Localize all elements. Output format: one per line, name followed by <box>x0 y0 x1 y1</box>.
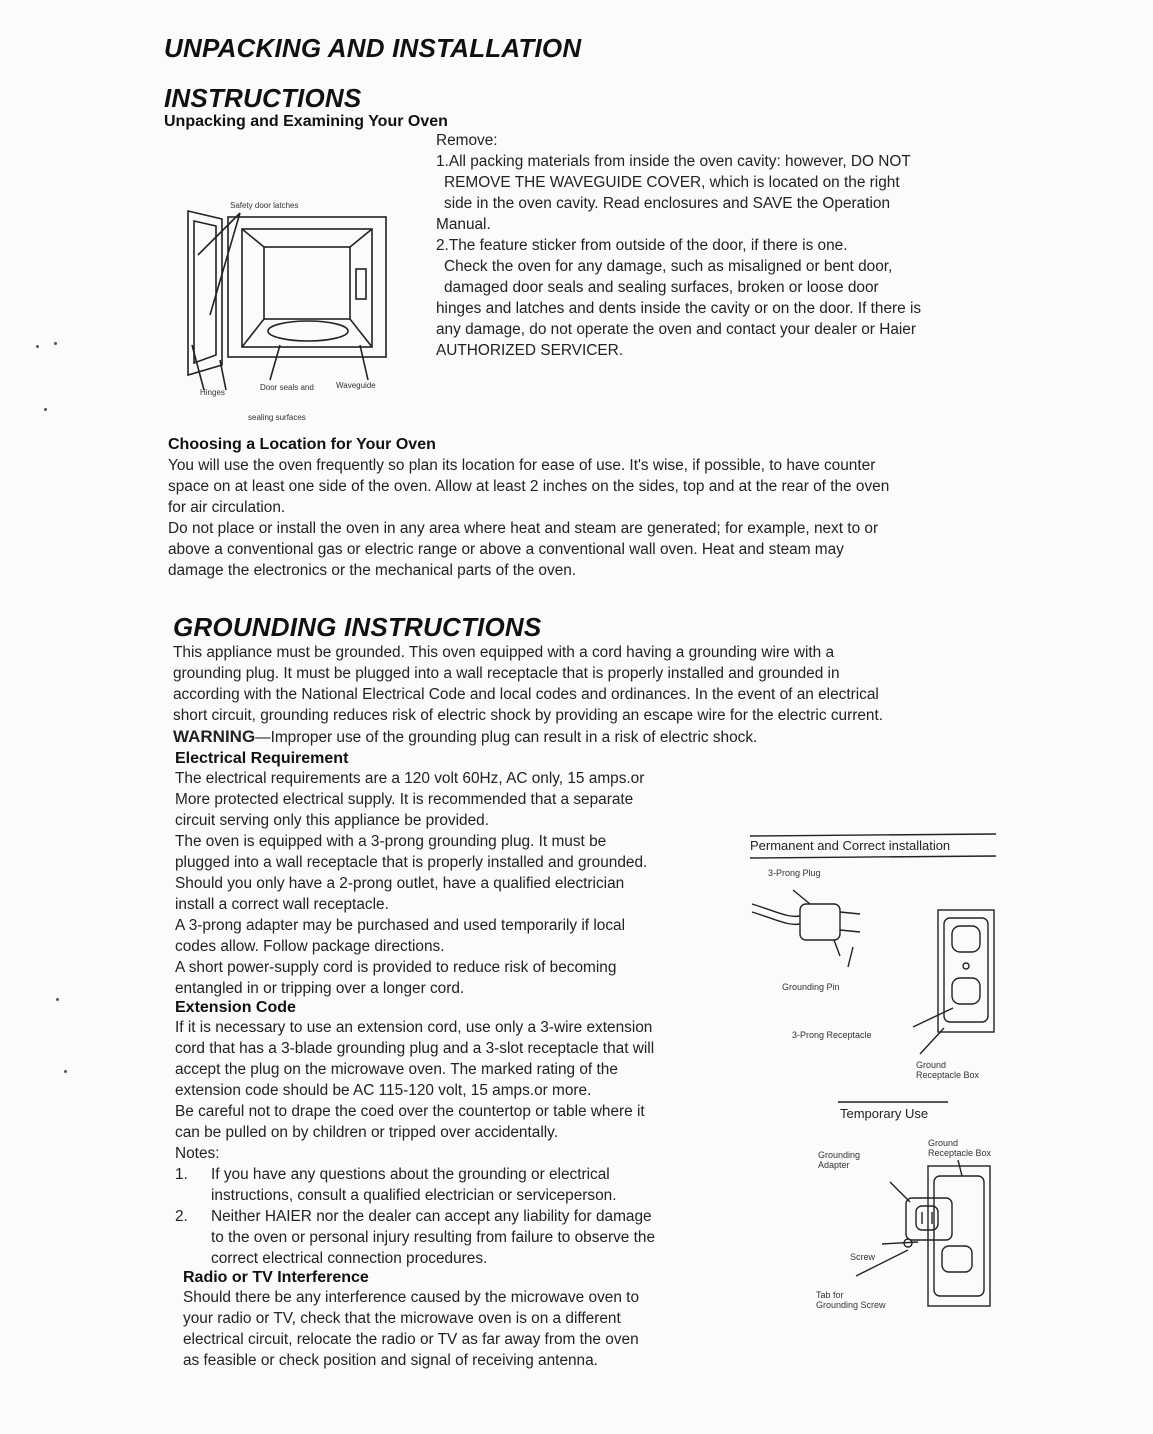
intro-line: grounding plug. It must be plugged into a wall receptacle that is properly installed and grounded in <box>173 665 840 682</box>
location-text <box>168 455 998 581</box>
remove-item1-line: REMOVE THE WAVEGUIDE COVER, which is located on the right <box>444 174 900 191</box>
note-line: to the oven or personal injury resulting from failure to observe the <box>211 1229 655 1246</box>
label-safety-latches: Safety door latches <box>230 201 299 210</box>
location-line: for air circulation. <box>168 499 286 516</box>
elec-line: entangled in or tripping over a longer cord. <box>175 980 465 997</box>
scan-speck <box>56 998 59 1001</box>
grounding-adapter <box>906 1198 952 1240</box>
turntable <box>268 321 348 341</box>
label-hinges: Hinges <box>200 388 225 397</box>
section-title-instructions: INSTRUCTIONS <box>164 83 362 113</box>
oven-diagram <box>180 195 410 425</box>
label-ground-receptacle-box: Ground Receptacle Box <box>916 1060 980 1080</box>
location-line: You will use the oven frequently so plan its location for ease of use. It's wise, if possible, to have counter <box>168 457 876 474</box>
temporary-receptacle-box <box>928 1166 990 1306</box>
check-line: hinges and latches and dents inside the cavity or on the door. If there is <box>436 300 922 317</box>
receptacle-box <box>938 910 994 1032</box>
remove-label: Remove: <box>436 132 498 149</box>
notes-label: Notes: <box>175 1145 220 1162</box>
remove-instructions <box>436 130 996 361</box>
label-ground-receptacle-box-temp: Ground Receptacle Box <box>928 1138 992 1158</box>
radio-line: as feasible or check position and signal of receiving antenna. <box>183 1352 598 1369</box>
note-line: correct electrical connection procedures. <box>211 1250 488 1267</box>
remove-item1-line: Manual. <box>436 216 491 233</box>
ext-line: extension code should be AC 115-120 volt, 15 amps.or more. <box>175 1082 592 1099</box>
outlet-top <box>952 926 980 952</box>
elec-line: Should you only have a 2-prong outlet, have a qualified electrician <box>175 875 625 892</box>
elec-line: More protected electrical supply. It is recommended that a separate <box>175 791 634 808</box>
label-three-prong-plug: 3-Prong Plug <box>768 868 821 878</box>
note-item <box>175 1164 735 1206</box>
label-waveguide: Waveguide <box>336 381 376 390</box>
elec-line: circuit serving only this appliance be provided. <box>175 812 489 829</box>
radio-line: electrical circuit, relocate the radio or TV as far away from the oven <box>183 1331 639 1348</box>
elec-line: install a correct wall receptacle. <box>175 896 389 913</box>
remove-item2: 2.The feature sticker from outside of the door, if there is one. <box>436 237 848 254</box>
warning-line <box>173 726 998 748</box>
extension-text <box>175 1017 735 1269</box>
location-line: Do not place or install the oven in any area where heat and steam are generated; for example, next to or <box>168 520 879 537</box>
check-line: Check the oven for any damage, such as misaligned or bent door, <box>444 258 893 275</box>
label-three-prong-receptacle: 3-Prong Receptacle <box>792 1030 872 1040</box>
check-line: AUTHORIZED SERVICER. <box>436 342 623 359</box>
waveguide-cover <box>356 269 366 299</box>
label-sealing-surfaces: sealing surfaces <box>248 413 306 422</box>
extension-heading: Extension Code <box>175 999 296 1016</box>
scan-speck <box>54 342 57 345</box>
note-line: instructions, consult a qualified electrician or serviceperson. <box>211 1187 617 1204</box>
note-number: 2. <box>175 1208 188 1225</box>
label-door-seals: Door seals and <box>260 383 314 392</box>
ext-line: cord that has a 3-blade grounding plug and a 3-slot receptacle that will <box>175 1040 655 1057</box>
radio-line: Should there be any interference caused by the microwave oven to <box>183 1289 640 1306</box>
radio-text <box>183 1287 735 1371</box>
grounding-intro <box>173 642 998 748</box>
scan-speck <box>64 1070 67 1073</box>
electrical-heading: Electrical Requirement <box>175 750 349 767</box>
warning-label: WARNING <box>173 727 256 746</box>
label-grounding-pin: Grounding Pin <box>782 982 840 992</box>
scan-speck <box>44 408 47 411</box>
elec-line: A 3-prong adapter may be purchased and used temporarily if local <box>175 917 626 934</box>
section-title-grounding: GROUNDING INSTRUCTIONS <box>173 612 542 642</box>
scan-speck <box>36 345 39 348</box>
grounding-diagram <box>748 832 998 1312</box>
grounding-pin <box>834 940 840 956</box>
electrical-text <box>175 768 735 999</box>
radio-heading: Radio or TV Interference <box>183 1269 369 1286</box>
check-line: damaged door seals and sealing surfaces, broken or loose door <box>444 279 879 296</box>
grounding-details <box>175 750 735 1371</box>
note-line: If you have any questions about the grounding or electrical <box>211 1166 610 1183</box>
elec-line: The electrical requirements are a 120 volt 60Hz, AC only, 15 amps.or <box>175 770 645 787</box>
remove-item1-line: side in the oven cavity. Read enclosures and SAVE the Operation <box>444 195 891 212</box>
three-prong-plug <box>800 904 840 940</box>
elec-line: A short power-supply cord is provided to reduce risk of becoming <box>175 959 617 976</box>
examine-heading: Unpacking and Examining Your Oven <box>164 113 448 130</box>
warning-text: —Improper use of the grounding plug can result in a risk of electric shock. <box>255 729 758 746</box>
note-number: 1. <box>175 1166 188 1183</box>
ext-line: can be pulled on by children or tripped over accidentally. <box>175 1124 558 1141</box>
ext-line: accept the plug on the microwave oven. The marked rating of the <box>175 1061 618 1078</box>
permanent-title: Permanent and Correct installation <box>750 838 951 853</box>
label-grounding-adapter: Grounding Adapter <box>818 1150 861 1170</box>
elec-line: codes allow. Follow package directions. <box>175 938 445 955</box>
remove-item1-line: 1.All packing materials from inside the oven cavity: however, DO NOT <box>436 153 911 170</box>
location-line: damage the electronics or the mechanical parts of the oven. <box>168 562 577 579</box>
elec-line: The oven is equipped with a 3-prong grounding plug. It must be <box>175 833 607 850</box>
temporary-title: Temporary Use <box>840 1106 929 1121</box>
outlet-bottom <box>952 978 980 1004</box>
ext-line: If it is necessary to use an extension cord, use only a 3-wire extension <box>175 1019 653 1036</box>
ext-line: Be careful not to drape the coed over the countertop or table where it <box>175 1103 645 1120</box>
intro-line: This appliance must be grounded. This oven equipped with a cord having a grounding wire with a <box>173 644 835 661</box>
elec-line: plugged into a wall receptacle that is properly installed and grounded. <box>175 854 648 871</box>
location-heading: Choosing a Location for Your Oven <box>168 436 436 453</box>
label-screw: Screw <box>850 1252 876 1262</box>
intro-line: according with the National Electrical Code and local codes and ordinances. In the event of an electrical <box>173 686 879 703</box>
label-tab-grounding-screw: Tab for Grounding Screw <box>816 1290 886 1310</box>
location-line: above a conventional gas or electric range or above a conventional wall oven. Heat and steam may <box>168 541 844 558</box>
note-item <box>175 1206 735 1269</box>
location-line: space on at least one side of the oven. Allow at least 2 inches on the sides, top and at the rear of the oven <box>168 478 890 495</box>
section-title-unpacking: UNPACKING AND INSTALLATION <box>164 33 582 63</box>
check-line: any damage, do not operate the oven and contact your dealer or Haier <box>436 321 916 338</box>
radio-line: your radio or TV, check that the microwave oven is on a different <box>183 1310 621 1327</box>
oven-body <box>228 217 386 357</box>
note-line: Neither HAIER nor the dealer can accept any liability for damage <box>211 1208 652 1225</box>
intro-line: short circuit, grounding reduces risk of electric shock by providing an escape wire for the electric current. <box>173 707 883 724</box>
oven-cavity <box>264 247 350 319</box>
